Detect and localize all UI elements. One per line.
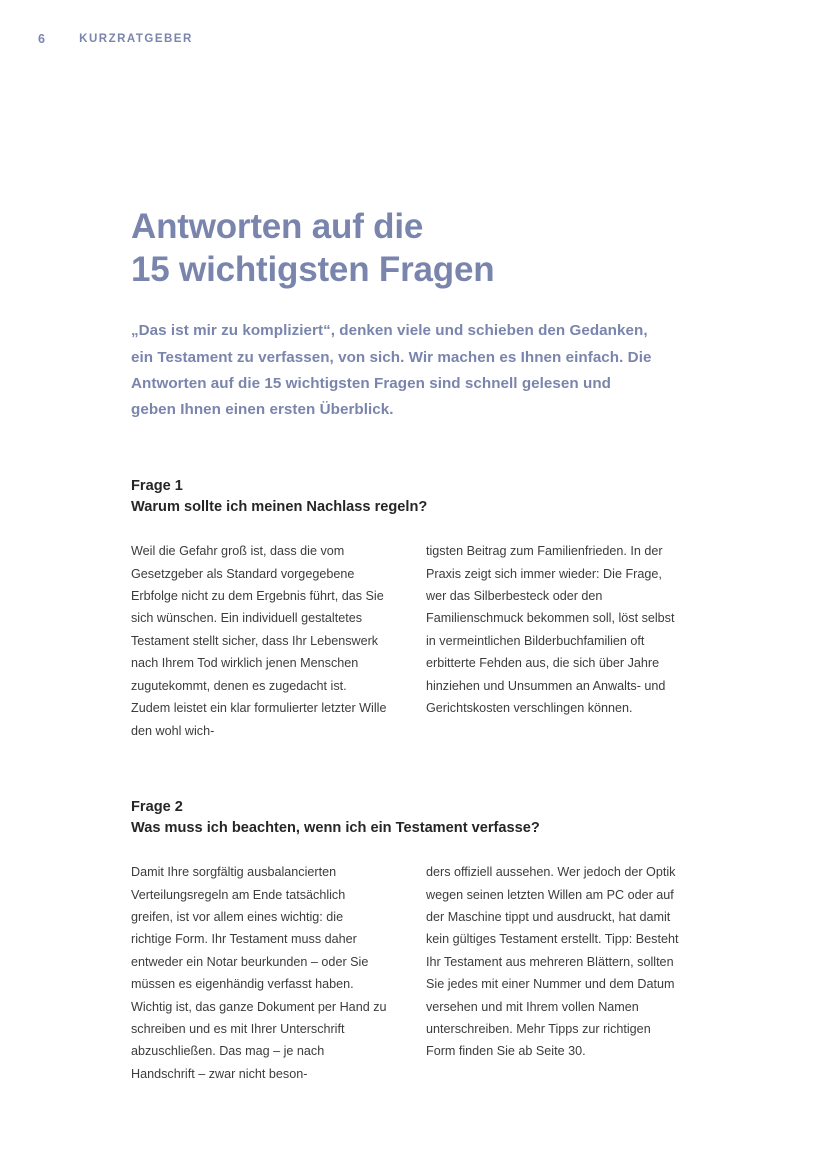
- answer-column-right: tigsten Beitrag zum Familienfrieden. In der Praxis zeigt sich immer wieder: Die Frage, wer das Silberbesteck oder den Familienschmuck bekommen soll, löst selbst in vermeintlichen Bilderbuchfamilien oft erbitterte Fehden aus, die sich über Jahre hinziehen und Unsummen an Anwalts- und Gerichtskosten verschlingen können.: [426, 544, 675, 716]
- answer-column-right: ders offiziell aussehen. Wer jedoch der Optik wegen seinen letzten Willen am PC oder auf der Maschine tippt und ausdruckt, hat damit kein gültiges Testament erstellt. Tipp: Besteht Ihr Testament aus mehreren Blättern, sollten Sie jedes mit einer Nummer und dem Datum versehen und mit Ihrem vollen Namen unterschreiben. Mehr Tipps zur richtigen Form finden Sie ab Seite 30.: [426, 865, 679, 1059]
- page-title-line-2: 15 wichtigsten Fragen: [131, 249, 495, 289]
- page-title: [131, 206, 683, 291]
- page-title-line-1: Antworten auf die: [131, 207, 424, 246]
- answer-column-left: Damit Ihre sorgfältig ausbalancierten Verteilungsregeln am Ende tatsächlich greifen, ist vor allem eines wichtig: die richtige Form. Ihr Testament muss daher entweder ein Notar beurkunden – oder Sie müssen es eigenhändig verfasst haben. Wichtig ist, das ganze Dokument per Hand zu schreiben und es mit Ihrer Unterschrift abzuschließen. Das mag – je nach Handschrift – zwar nicht beson-: [131, 865, 387, 1081]
- answer-columns: [131, 540, 683, 742]
- running-head-label: KURZRATGEBER: [79, 33, 193, 45]
- question-heading: Warum sollte ich meinen Nachlass regeln?: [131, 499, 428, 516]
- question-number: Frage 1: [131, 477, 183, 494]
- question-heading: Was muss ich beachten, wenn ich ein Testament verfasse?: [131, 820, 540, 837]
- question-block-1: [131, 476, 683, 742]
- intro-paragraph: „Das ist mir zu kompliziert“, denken viele und schieben den Gedanken, ein Testament zu verfassen, von sich. Wir machen es Ihnen einfach. Die Antworten auf die 15 wichtigsten Fragen sind schnell gelesen und geben Ihnen einen ersten Überblick.: [131, 322, 652, 418]
- page-number: 6: [38, 32, 46, 46]
- content-column: [131, 0, 683, 1085]
- question-number: Frage 2: [131, 798, 183, 815]
- question-block-2: [131, 797, 683, 1085]
- answer-columns: [131, 861, 683, 1085]
- answer-column-left: Weil die Gefahr groß ist, dass die vom Gesetzgeber als Standard vorgegebene Erbfolge nicht zu dem Ergebnis führt, das Sie sich wünschen. Ein individuell gestaltetes Testament stellt sicher, dass Ihr Lebenswerk nach Ihrem Tod wirklich jenen Menschen zugutekommt, denen es zugedacht ist. Zudem leistet ein klar formulierter letzter Wille den wohl wich-: [131, 544, 387, 738]
